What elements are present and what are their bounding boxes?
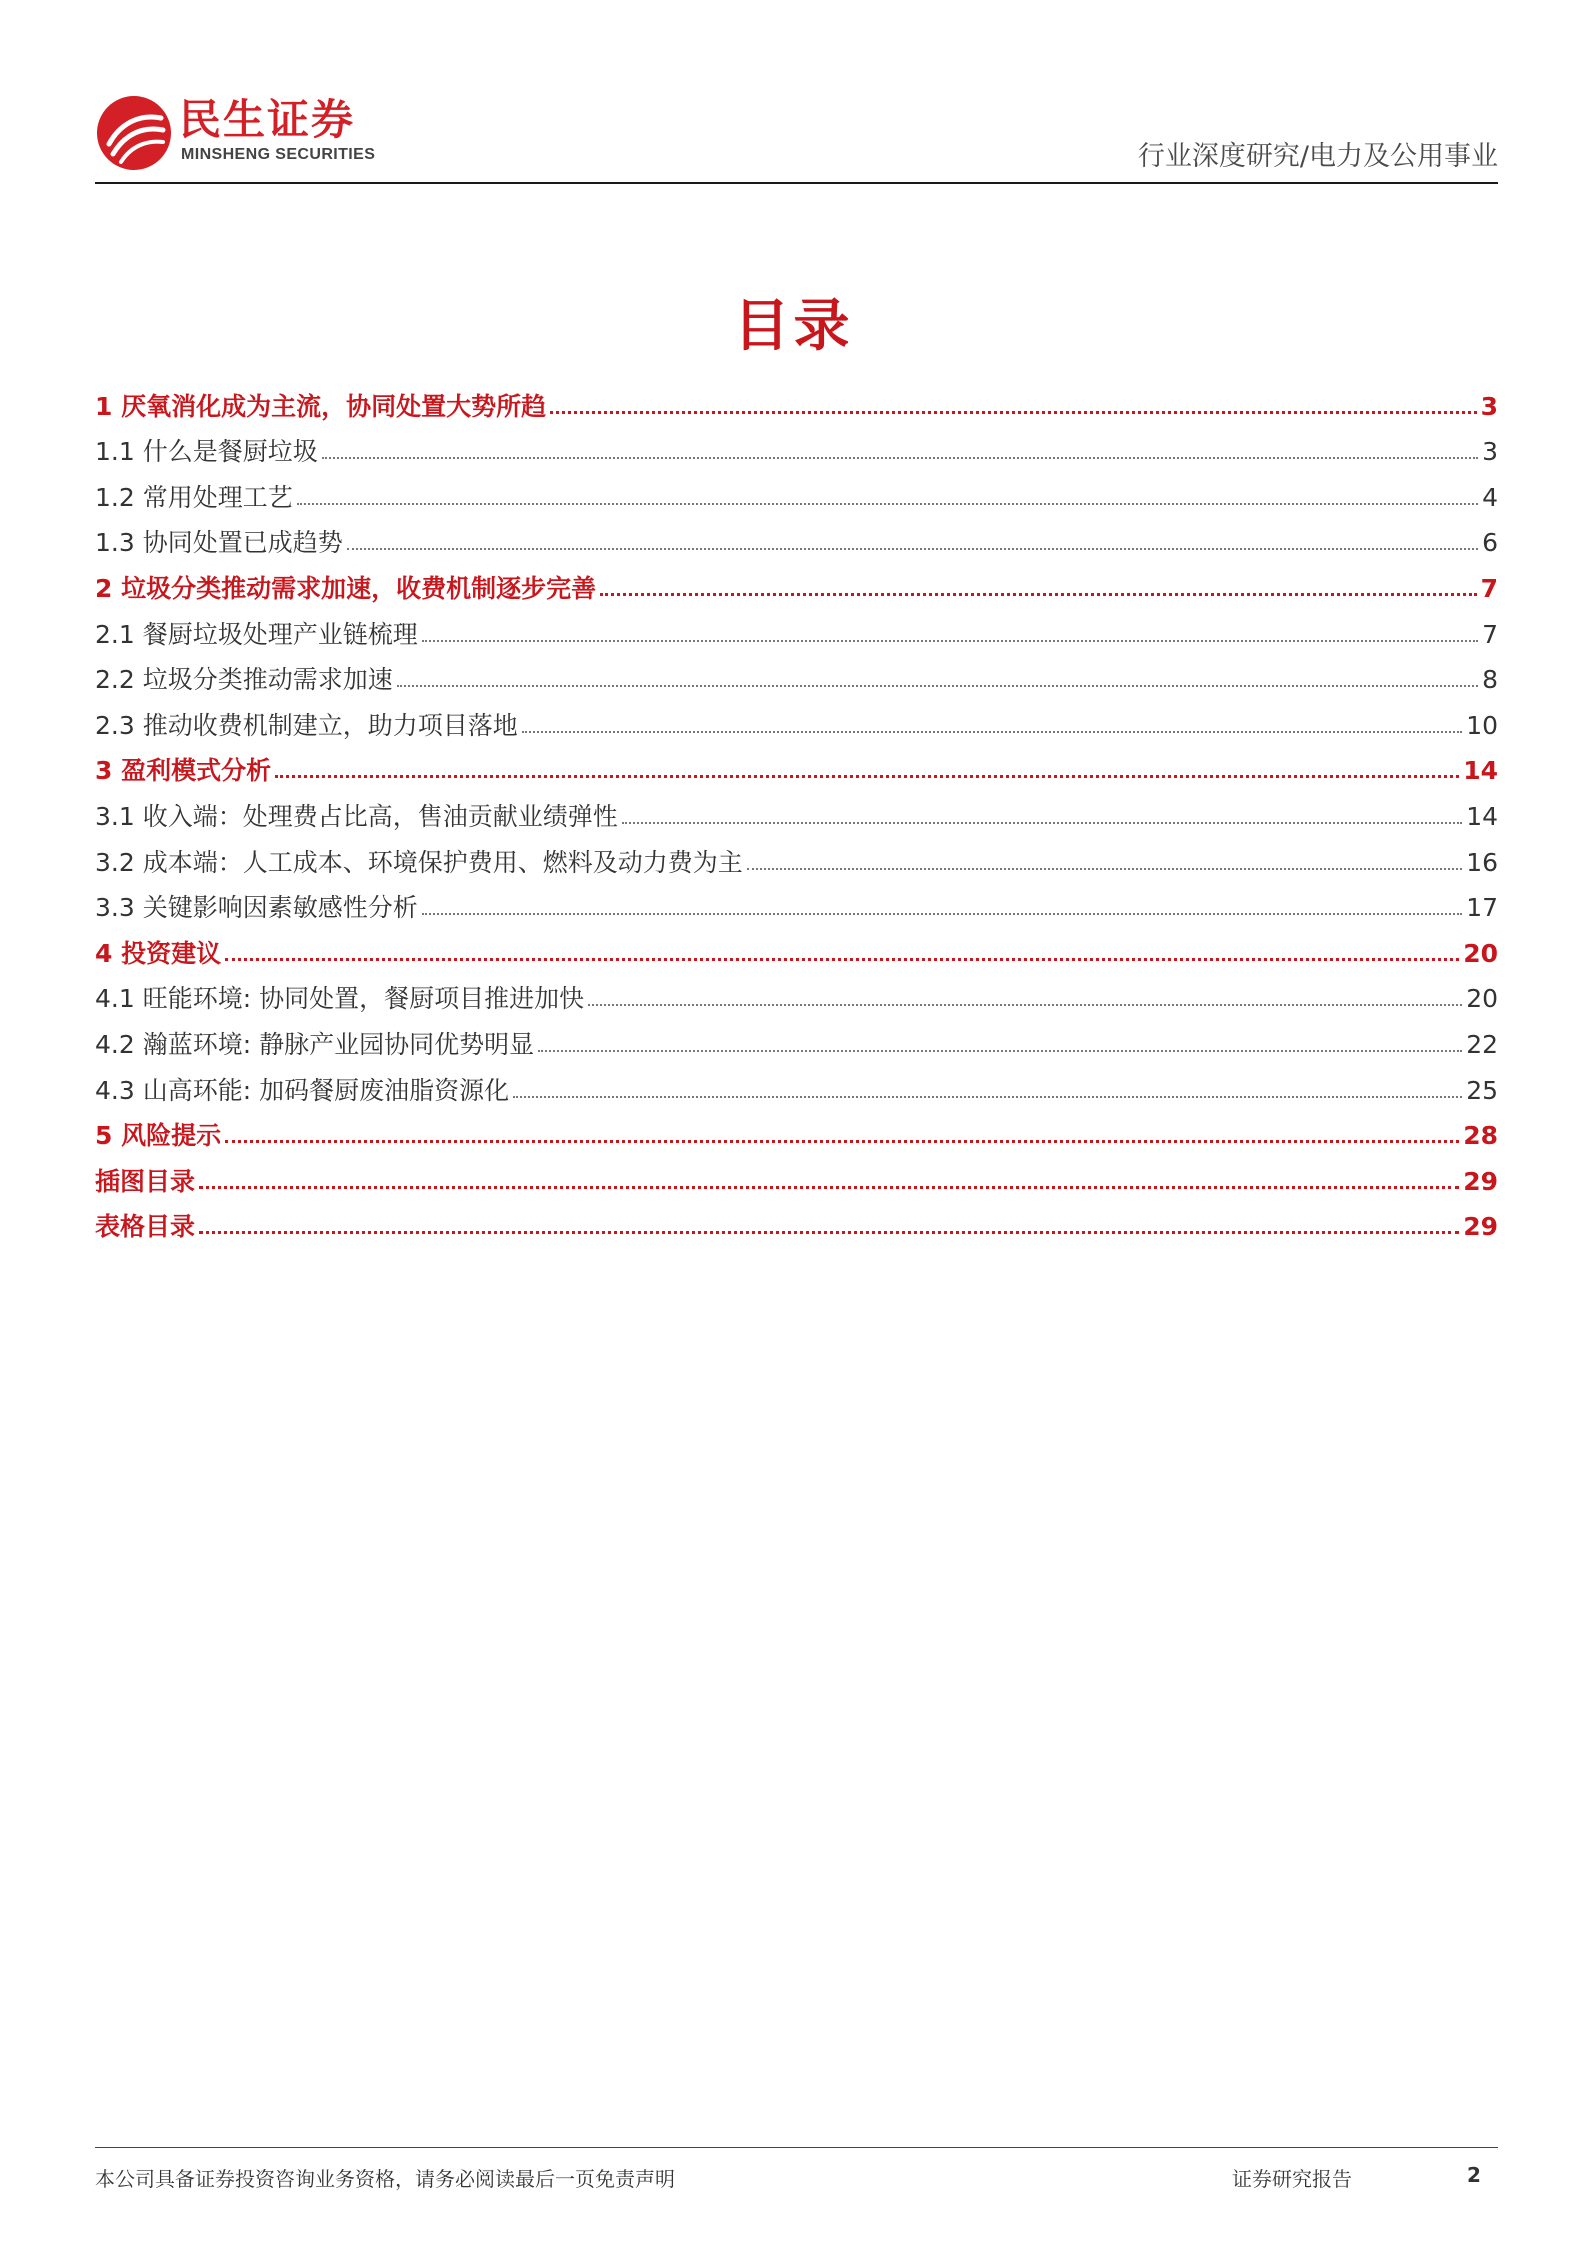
toc-entry-number: 2.2 bbox=[95, 665, 135, 695]
toc-section-entry[interactable] bbox=[95, 930, 1498, 976]
report-type: 行业深度研究/电力及公用事业 bbox=[1137, 141, 1498, 172]
toc-section-entry[interactable] bbox=[95, 565, 1498, 611]
toc-entry-page: 16 bbox=[1466, 847, 1498, 877]
toc-entry-text: 协同处置已成趋势 bbox=[142, 528, 343, 558]
toc-leader-dots bbox=[422, 913, 1462, 915]
table-of-contents bbox=[95, 383, 1498, 1249]
toc-leader-dots bbox=[199, 1186, 1459, 1189]
toc-entry-text: 常用处理工艺 bbox=[142, 482, 293, 512]
header-divider bbox=[95, 182, 1498, 184]
toc-entry-text: 垃圾分类推动需求加速 bbox=[142, 665, 393, 695]
toc-leader-dots bbox=[275, 775, 1459, 778]
toc-subsection-entry[interactable] bbox=[95, 520, 1498, 566]
toc-entry-number: 2 bbox=[95, 573, 113, 603]
toc-entry-label bbox=[95, 984, 584, 1014]
logo-emblem-icon bbox=[95, 94, 173, 172]
toc-entry-text: 插图目录 bbox=[95, 1166, 196, 1196]
toc-entry-page: 28 bbox=[1463, 1121, 1498, 1151]
toc-entry-number: 1 bbox=[95, 391, 113, 421]
toc-entry-page: 3 bbox=[1480, 391, 1498, 421]
toc-entry-page: 7 bbox=[1480, 573, 1498, 603]
toc-entry-number: 1.1 bbox=[95, 437, 135, 467]
toc-subsection-entry[interactable] bbox=[95, 657, 1498, 703]
toc-subsection-entry[interactable] bbox=[95, 976, 1498, 1022]
toc-entry-label bbox=[95, 392, 546, 422]
toc-section-entry[interactable] bbox=[95, 1204, 1498, 1250]
toc-entry-page: 14 bbox=[1463, 756, 1498, 786]
toc-entry-label bbox=[95, 711, 518, 741]
toc-section-entry[interactable] bbox=[95, 748, 1498, 794]
toc-leader-dots bbox=[747, 868, 1462, 870]
toc-entry-text: 投资建议 bbox=[121, 938, 222, 968]
toc-entry-label bbox=[95, 1030, 534, 1060]
toc-entry-number: 4.1 bbox=[95, 984, 135, 1014]
toc-section-entry[interactable] bbox=[95, 1113, 1498, 1159]
toc-entry-label bbox=[95, 1121, 221, 1151]
toc-entry-text: 成本端：人工成本、环境保护费用、燃料及动力费为主 bbox=[142, 847, 743, 877]
toc-leader-dots bbox=[397, 685, 1478, 687]
toc-entry-label bbox=[95, 848, 743, 878]
page-header bbox=[95, 90, 1498, 182]
toc-leader-dots bbox=[622, 822, 1462, 824]
toc-entry-label bbox=[95, 1076, 509, 1106]
toc-entry-page: 6 bbox=[1482, 528, 1498, 558]
toc-leader-dots bbox=[347, 548, 1478, 550]
toc-entry-number: 5 bbox=[95, 1121, 113, 1151]
toc-entry-number: 2.3 bbox=[95, 710, 135, 740]
toc-entry-page: 17 bbox=[1466, 893, 1498, 923]
toc-subsection-entry[interactable] bbox=[95, 1067, 1498, 1113]
toc-entry-number: 2.1 bbox=[95, 619, 135, 649]
toc-entry-text: 厌氧消化成为主流，协同处置大势所趋 bbox=[121, 391, 547, 421]
toc-entry-label bbox=[95, 665, 393, 695]
toc-entry-page: 20 bbox=[1463, 938, 1498, 968]
toc-subsection-entry[interactable] bbox=[95, 429, 1498, 475]
toc-leader-dots bbox=[199, 1231, 1459, 1234]
toc-subsection-entry[interactable] bbox=[95, 474, 1498, 520]
toc-entry-label bbox=[95, 1167, 195, 1197]
toc-subsection-entry[interactable] bbox=[95, 1021, 1498, 1067]
toc-entry-text: 盈利模式分析 bbox=[121, 756, 272, 786]
toc-entry-text: 山高环能: 加码餐厨废油脂资源化 bbox=[142, 1075, 510, 1105]
toc-entry-text: 推动收费机制建立，助力项目落地 bbox=[142, 710, 518, 740]
minsheng-logo bbox=[95, 94, 455, 170]
toc-subsection-entry[interactable] bbox=[95, 885, 1498, 931]
toc-entry-text: 垃圾分类推动需求加速，收费机制逐步完善 bbox=[121, 573, 597, 603]
toc-entry-text: 风险提示 bbox=[121, 1121, 222, 1151]
toc-entry-label bbox=[95, 574, 596, 604]
toc-entry-page: 22 bbox=[1466, 1029, 1498, 1059]
toc-entry-text: 旺能环境: 协同处置，餐厨项目推进加快 bbox=[142, 984, 585, 1014]
toc-section-entry[interactable] bbox=[95, 383, 1498, 429]
toc-entry-page: 7 bbox=[1482, 619, 1498, 649]
toc-subsection-entry[interactable] bbox=[95, 702, 1498, 748]
toc-entry-text: 什么是餐厨垃圾 bbox=[142, 437, 318, 467]
toc-leader-dots bbox=[513, 1096, 1462, 1098]
toc-leader-dots bbox=[422, 640, 1478, 642]
toc-leader-dots bbox=[522, 731, 1462, 733]
toc-leader-dots bbox=[297, 503, 1478, 505]
toc-entry-text: 关键影响因素敏感性分析 bbox=[142, 893, 418, 923]
toc-subsection-entry[interactable] bbox=[95, 611, 1498, 657]
footer-doc-type: 证券研究报告 bbox=[1232, 2167, 1352, 2191]
toc-entry-number: 3.2 bbox=[95, 847, 135, 877]
toc-entry-number: 3.1 bbox=[95, 801, 135, 831]
toc-leader-dots bbox=[322, 457, 1478, 459]
footer-divider bbox=[95, 2147, 1498, 2148]
toc-subsection-entry[interactable] bbox=[95, 793, 1498, 839]
toc-entry-number: 4 bbox=[95, 938, 113, 968]
toc-entry-number: 4.2 bbox=[95, 1029, 135, 1059]
toc-leader-dots bbox=[550, 411, 1476, 414]
toc-entry-page: 4 bbox=[1482, 482, 1498, 512]
toc-leader-dots bbox=[225, 958, 1459, 961]
toc-entry-number: 1.2 bbox=[95, 482, 135, 512]
toc-entry-page: 25 bbox=[1466, 1075, 1498, 1105]
toc-leader-dots bbox=[538, 1050, 1462, 1052]
toc-entry-label bbox=[95, 802, 618, 832]
toc-section-entry[interactable] bbox=[95, 1158, 1498, 1204]
toc-entry-text: 收入端：处理费占比高，售油贡献业绩弹性 bbox=[142, 801, 618, 831]
toc-entry-label bbox=[95, 939, 221, 969]
toc-entry-page: 29 bbox=[1463, 1166, 1498, 1196]
toc-subsection-entry[interactable] bbox=[95, 839, 1498, 885]
toc-entry-label bbox=[95, 893, 418, 923]
toc-entry-page: 8 bbox=[1482, 665, 1498, 695]
toc-entry-number: 4.3 bbox=[95, 1075, 135, 1105]
toc-entry-label bbox=[95, 483, 293, 513]
footer-page-number: 2 bbox=[1467, 2163, 1481, 2187]
toc-title: 目录 bbox=[733, 294, 854, 359]
toc-entry-page: 3 bbox=[1482, 437, 1498, 467]
toc-entry-label bbox=[95, 1212, 195, 1242]
toc-entry-page: 14 bbox=[1466, 801, 1498, 831]
toc-entry-label bbox=[95, 620, 418, 650]
toc-entry-page: 20 bbox=[1466, 984, 1498, 1014]
toc-entry-number: 1.3 bbox=[95, 528, 135, 558]
toc-entry-number: 3.3 bbox=[95, 893, 135, 923]
toc-entry-label bbox=[95, 437, 318, 467]
toc-entry-label bbox=[95, 756, 271, 786]
toc-entry-text: 餐厨垃圾处理产业链梳理 bbox=[142, 619, 418, 649]
toc-entry-label bbox=[95, 528, 343, 558]
toc-entry-page: 10 bbox=[1466, 710, 1498, 740]
toc-entry-text: 表格目录 bbox=[95, 1212, 196, 1242]
brand-name-cn: 民生证券 bbox=[179, 95, 356, 144]
toc-entry-number: 3 bbox=[95, 756, 113, 786]
brand-name-en: MINSHENG SECURITIES bbox=[181, 146, 376, 163]
toc-entry-text: 瀚蓝环境: 静脉产业园协同优势明显 bbox=[142, 1029, 535, 1059]
toc-leader-dots bbox=[600, 593, 1476, 596]
toc-leader-dots bbox=[588, 1004, 1462, 1006]
toc-leader-dots bbox=[225, 1140, 1459, 1143]
toc-entry-page: 29 bbox=[1463, 1212, 1498, 1242]
footer-disclaimer: 本公司具备证券投资咨询业务资格，请务必阅读最后一页免责声明 bbox=[95, 2167, 675, 2191]
